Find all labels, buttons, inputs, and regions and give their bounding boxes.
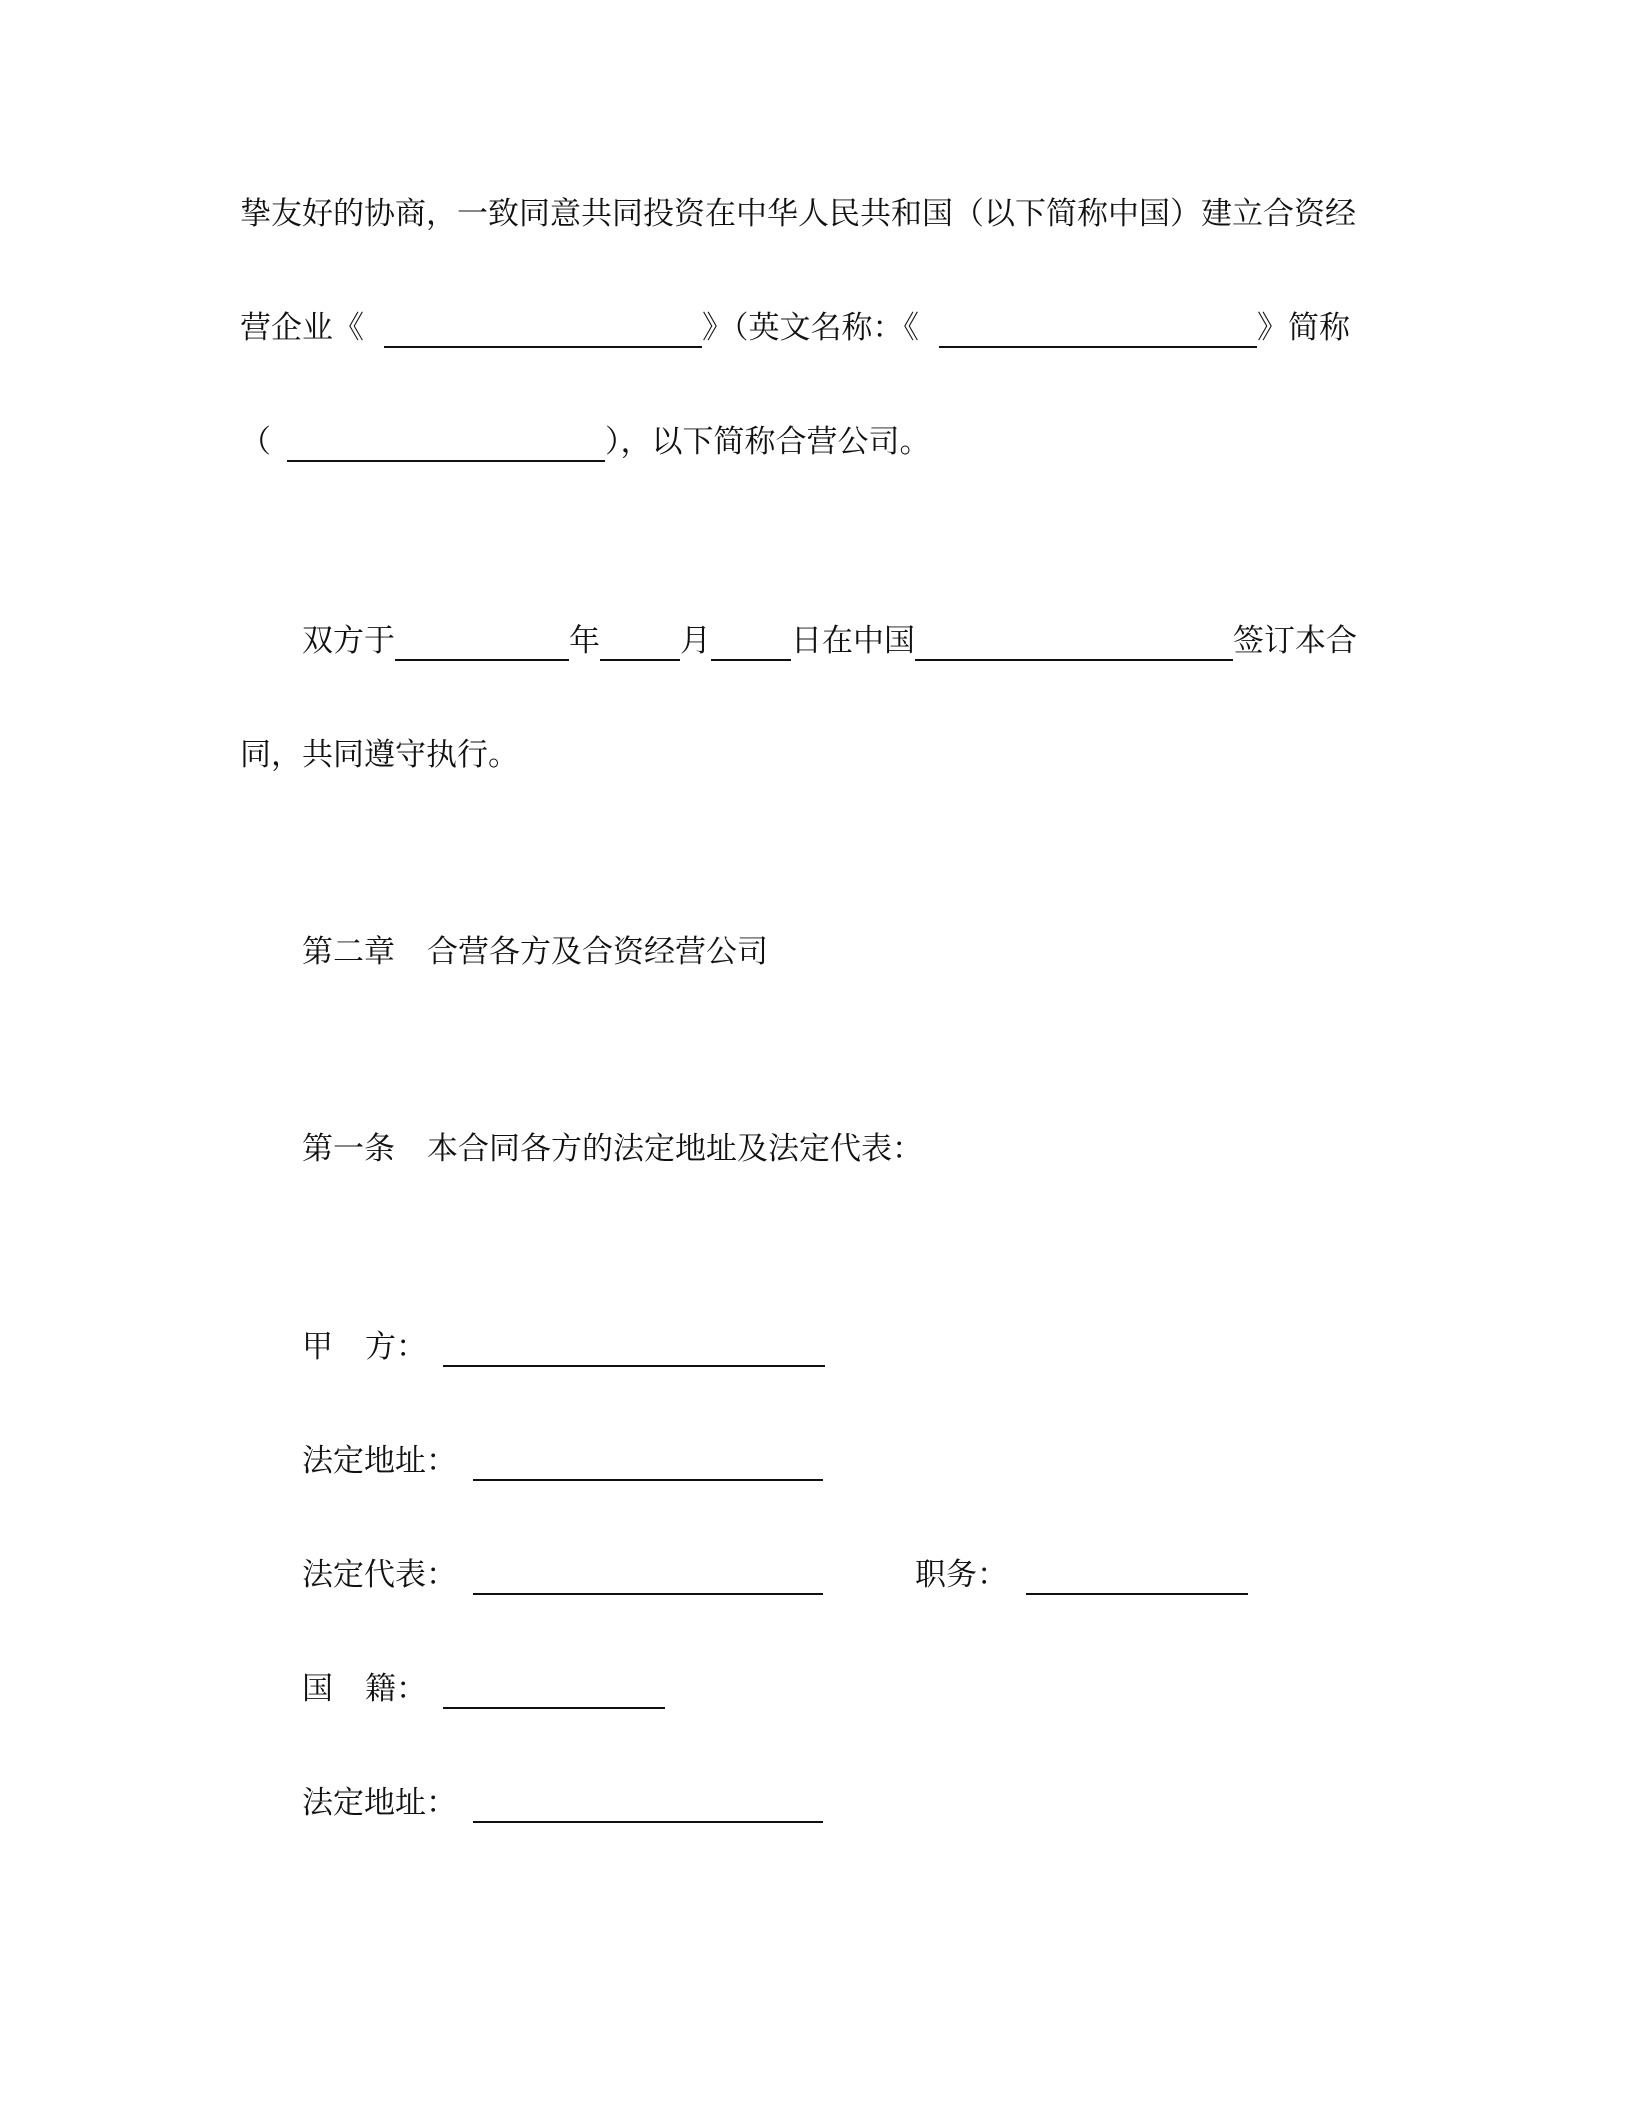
signing-month-field[interactable] — [600, 625, 680, 661]
article-heading — [302, 1129, 923, 1169]
intro-text-2-suffix: 》简称 — [1257, 310, 1350, 346]
address-2-row — [302, 1783, 823, 1823]
intro-line-1 — [240, 194, 1356, 234]
chapter-title: 合营各方及合资经营公司 — [427, 934, 768, 970]
intro-text-2-mid: 》（英文名称：《 — [702, 310, 919, 346]
signing-day-field[interactable] — [711, 625, 791, 661]
address-2-label: 法定地址： — [302, 1785, 457, 1821]
party-a-label-1: 甲 — [302, 1329, 333, 1365]
signing-prefix: 双方于 — [302, 623, 395, 659]
article-number: 第一条 — [302, 1131, 395, 1167]
intro-line-2 — [240, 308, 1350, 348]
chinese-name-field[interactable] — [384, 312, 702, 348]
intro-text-3-suffix: ），以下简称合营公司。 — [605, 424, 931, 460]
signing-suffix: 签订本合 — [1233, 623, 1357, 659]
signing-year-field[interactable] — [395, 625, 569, 661]
article-title: 本合同各方的法定地址及法定代表： — [427, 1131, 923, 1167]
abbreviation-field[interactable] — [287, 426, 605, 462]
representative-row — [302, 1555, 1248, 1595]
representative-label: 法定代表： — [302, 1557, 457, 1593]
position-label: 职务： — [915, 1557, 1008, 1593]
signing-month-label: 月 — [680, 623, 711, 659]
intro-text-2-prefix: 营企业《 — [240, 310, 364, 346]
signing-line-2 — [240, 735, 519, 775]
nationality-label-1: 国 — [302, 1671, 333, 1707]
nationality-row — [302, 1669, 665, 1709]
address-field[interactable] — [473, 1445, 823, 1481]
signing-text-2: 同，共同遵守执行。 — [240, 737, 519, 773]
chapter-number: 第二章 — [302, 934, 395, 970]
party-a-label-2: 方： — [365, 1329, 427, 1365]
chapter-heading — [302, 932, 768, 972]
intro-line-3 — [240, 422, 931, 462]
nationality-field[interactable] — [443, 1673, 665, 1709]
nationality-label-2: 籍： — [365, 1671, 427, 1707]
position-field[interactable] — [1026, 1559, 1248, 1595]
party-a-field[interactable] — [443, 1331, 825, 1367]
party-a-row — [302, 1327, 825, 1367]
intro-text-3-open: （ — [240, 424, 271, 460]
address-2-field[interactable] — [473, 1787, 823, 1823]
signing-day-place: 日在中国 — [791, 623, 915, 659]
representative-field[interactable] — [473, 1559, 823, 1595]
english-name-field[interactable] — [939, 312, 1257, 348]
signing-line-1 — [302, 621, 1357, 661]
address-label: 法定地址： — [302, 1443, 457, 1479]
address-row — [302, 1441, 823, 1481]
signing-place-field[interactable] — [915, 625, 1233, 661]
signing-year-label: 年 — [569, 623, 600, 659]
intro-text-1: 挚友好的协商，一致同意共同投资在中华人民共和国（以下简称中国）建立合资经 — [240, 196, 1356, 232]
